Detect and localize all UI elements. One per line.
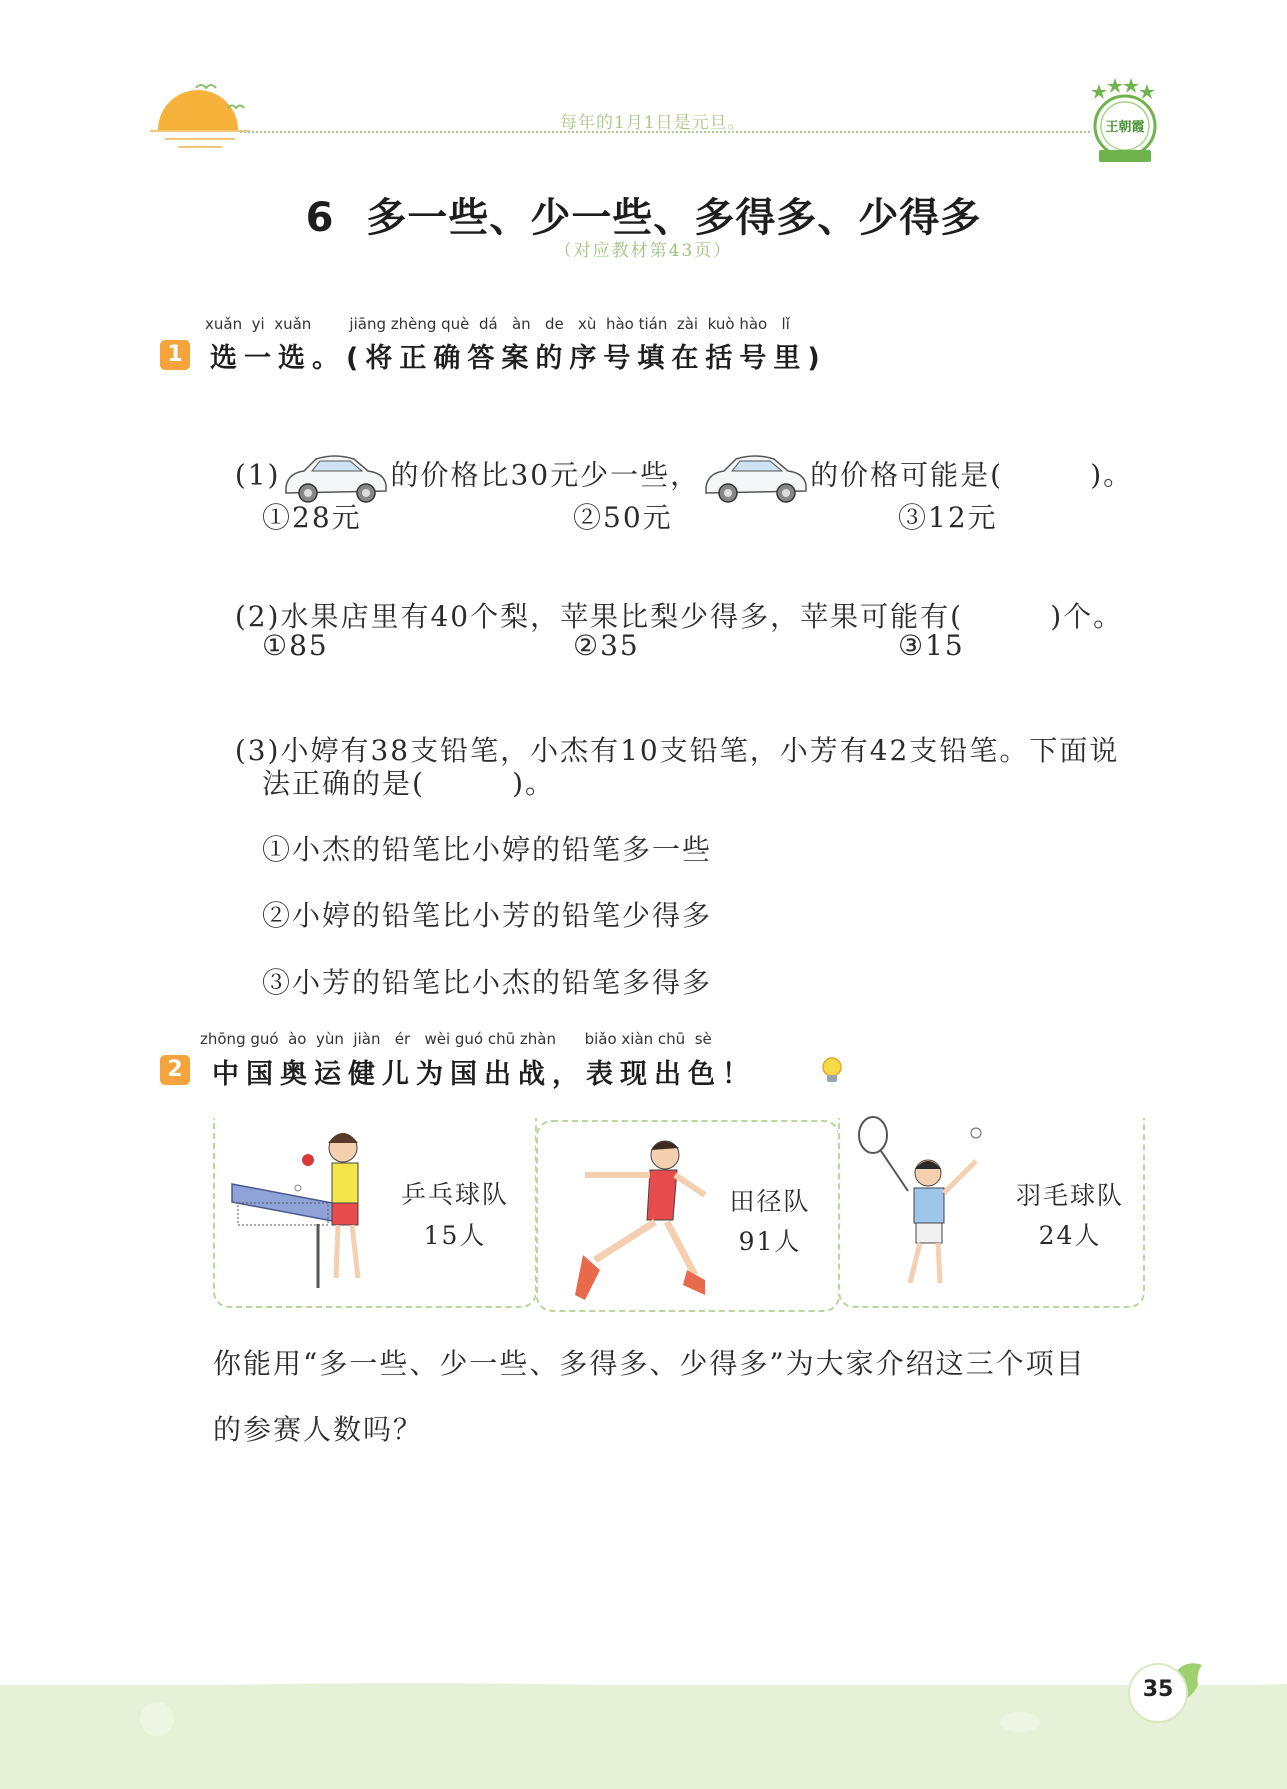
question-1 <box>213 416 1133 505</box>
question-3 <box>213 696 1119 769</box>
question-3-text: 小婷有38支铅笔，小杰有10支铅笔，小芳有42支铅笔。下面说 <box>280 734 1120 767</box>
question-2-option-3[interactable]: ③15 <box>898 629 965 662</box>
section2-number: 2 <box>160 1055 190 1085</box>
section1-pinyin: xuǎn yi xuǎn jiāng zhèng què dá àn de xù hào tián zài kuò hào lǐ <box>205 315 790 333</box>
question-1-text-a: 的价格比30元少一些， <box>390 458 701 492</box>
car-icon <box>700 449 810 505</box>
question-2-text: 水果店里有40个梨，苹果比梨少得多，苹果可能有( )个。 <box>280 600 1124 633</box>
question-2-option-2[interactable]: ②35 <box>573 629 640 662</box>
table-tennis-player-icon <box>228 1118 398 1303</box>
team-name-table-tennis: 乒乓球队 <box>400 1180 509 1209</box>
brand-badge-text: 王朝霞 <box>1105 120 1145 135</box>
section1-number: 1 <box>160 340 190 370</box>
lesson-number: 6 <box>305 195 335 241</box>
question-1-text-b: 的价格可能是( )。 <box>810 458 1134 492</box>
lesson-subtitle: （对应教材第43页） <box>554 241 733 261</box>
question-1-option-2[interactable]: ②50元 <box>573 501 673 534</box>
question-2-option-1[interactable]: ①85 <box>262 629 329 662</box>
sun-horizon-line <box>150 130 250 132</box>
question-1-option-1[interactable]: ①28元 <box>262 501 362 534</box>
question-2 <box>213 562 1123 635</box>
runner-icon <box>555 1130 730 1310</box>
sun-horizon-line <box>178 146 222 148</box>
team-count-table-tennis: 15人 <box>423 1221 487 1250</box>
question-3-label: (3) <box>234 734 281 767</box>
footer-bubble <box>140 1702 174 1736</box>
section2-question-line1: 你能用“多一些、少一些、多得多、少得多”为大家介绍这三个项目 <box>213 1347 1086 1380</box>
team-count-badminton: 24人 <box>1038 1221 1102 1250</box>
section1-title: 选一选。(将正确答案的序号填在括号里) <box>210 343 827 374</box>
team-name-badminton: 羽毛球队 <box>1015 1181 1124 1210</box>
team-name-track: 田径队 <box>729 1187 811 1216</box>
bird-icon <box>192 80 252 120</box>
question-3-option-1[interactable]: ①小杰的铅笔比小婷的铅笔多一些 <box>262 833 713 866</box>
lesson-title <box>0 186 1287 243</box>
question-1-label: (1) <box>234 458 281 492</box>
page-number: 35 <box>1142 1677 1174 1702</box>
team-count-track: 91人 <box>738 1227 802 1256</box>
sun-horizon-line <box>165 138 235 140</box>
footer-band <box>0 1685 1287 1789</box>
question-3-option-2[interactable]: ②小婷的铅笔比小芳的铅笔少得多 <box>262 899 713 932</box>
footer-bubble <box>1000 1712 1040 1732</box>
section2-title: 中国奥运健儿为国出战，表现出色！ <box>212 1059 756 1090</box>
question-3-option-3[interactable]: ③小芳的铅笔比小杰的铅笔多得多 <box>262 966 713 999</box>
lightbulb-icon <box>818 1055 846 1085</box>
badminton-player-icon <box>848 1113 998 1293</box>
lesson-title-text: 多一些、少一些、多得多、少得多 <box>366 195 982 241</box>
question-2-label: (2) <box>234 600 281 633</box>
question-1-option-3[interactable]: ③12元 <box>898 501 998 534</box>
question-3-text-continued: 法正确的是( )。 <box>262 767 556 800</box>
section2-question-line2: 的参赛人数吗？ <box>213 1413 424 1446</box>
header-tip: 每年的1月1日是元旦。 <box>560 113 746 133</box>
section2-pinyin: zhōng guó ào yùn jiàn ér wèi guó chū zhàn biǎo xiàn chū sè <box>200 1030 712 1048</box>
